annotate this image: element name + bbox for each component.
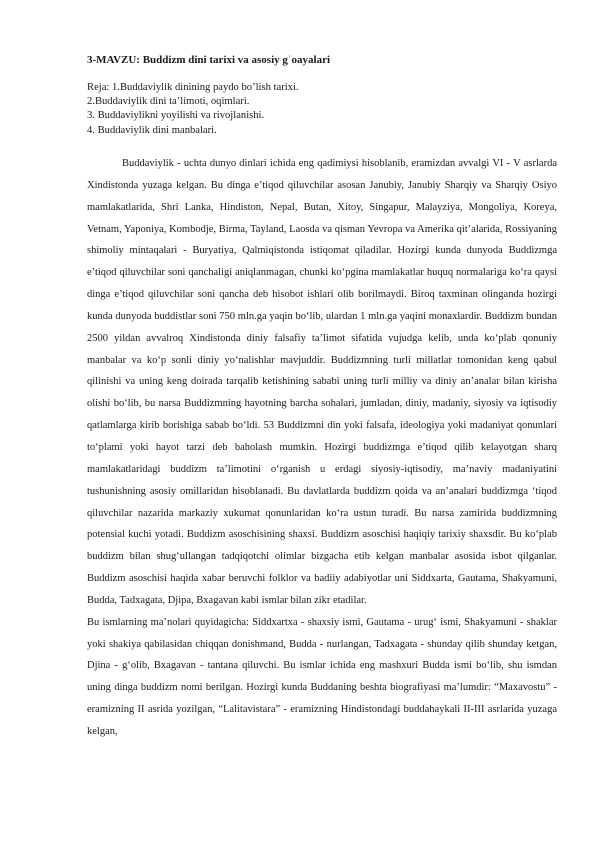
page-title: 3-MAVZU: Buddizm dini tarixi va asosiy gʾoayalari — [87, 54, 331, 66]
plan-item: Reja: 1.Buddaviylik dinining paydo bo’lish tarixi. — [87, 82, 299, 93]
document-body — [87, 153, 557, 743]
plan-item: 4. Buddaviylik dini manbalari. — [87, 124, 217, 136]
plan-item: 2.Buddaviylik dini ta’limoti, oqimlari. — [87, 96, 250, 108]
lesson-plan — [87, 81, 557, 138]
body-paragraph: Bu ismlarning ma’nolari quyidagicha: Siddxartxa - shaxsiy ismi, Gautama - urug‘ ismi, Shakyamuni - shaklar yoki shakiya qabilasidan chiqqan donishmand, Budda - nurlangan, Tadxagata - shunday qilib shunday ketgan, Djina - g‘olib, Bxagavan - tantana qiluvchi. Bu ismlar ichida eng mashxuri Budda ismi bo‘lib, shu ismdan uning dinga buddizm nomi berilgan. Hozirgi kunda Buddaning beshta biografiyasi ma’lumdir: “Maxavostu” - eramizning II asrida yozilgan, “Lalitavistara” - eramizning Hindistondagi buddahaykali II-III asrlarida yuzaga kelgan, — [87, 616, 557, 737]
body-paragraph: Buddaviylik - uchta dunyo dinlari ichida eng qadimiysi hisoblanib, eramizdan avvalgi VI - V asrlarda Xindistonda yuzaga kelgan. Bu dinga e’tiqod qiluvchilar asosan Janubiy, Janubiy Sharqiy va Sharqiy Osiyo mamlakatlarida, Shri Lanka, Hindiston, Nepal, Butan, Xitoy, Singapur, Malayziya, Mongoliya, Koreya, Vetnam, Yaponiya, Kombodje, Birma, Tayland, Laosda va qisman Yevropa va Amerika qit’alarida, Rossiyaning shimoliy mintaqalari - Buryatiya, Qalmiqistonda istiqomat qiladilar. Hozirgi kunda dunyoda Buddizmga e’tiqod qiluvchilar soni qanchaligi aniqlanmagan, chunki ko‘pgina mamlakatlar huquq normalariga ko‘ra qaysi dinga e’tiqod qiluvchilar soni qancha deb hisobot ishlari olib borilmaydi. Biroq taxminan olinganda hozirgi kunda dunyoda buddistlar soni 750 mln.ga yaqin bo‘lib, ulardan 1 mln.ga yaqini monaxlardir. Buddizm bundan 2500 yildan avvalroq Xindistonda diniy falsafiy ta’limot sifatida vujudga kelib, unda ko‘plab qonuniy manbalar va ko‘p sonli diniy yo‘nalishlar mavjuddir. Buddizmning turli millatlar tomonidan keng qabul qilinishi va uning keng doirada tarqalib ketishining sababi uning turli milliy va diniy an’analar bilan kirisha olishi bo‘lib, bu narsa Buddizmning hayotning barcha sohalari, jumladan, diniy, madaniy, siyosiy va iqtisodiy qatlamlarga kirib borishiga sabab bo‘ldi. 53 Buddizmni din yoki falsafa, ideologiya yoki madaniyat qonunlari to‘plami yoki hayot tarzi deb baholash mumkin. Hozirgi buddizmga e’tiqod qilib kelayotgan sharq mamlakatlaridagi buddizm ta’limotini o‘rganish u erdagi siyosiy-iqtisodiy, ma’naviy madaniyatini tushunishning asosiy omillaridan hisoblanadi. Bu davlatlarda buddizm qoida va an’analari buddizmga ‘tiqod qiluvchilar nazarida markaziy xukumat qonunlaridan ko‘ra ustun turadi. Bu narsa zamirida buddizmning potensial kuchi yotadi. Buddizm asoschisining shaxsi. Buddizm asoschisi haqiqiy tarixiy shaxsdir. Bu ko‘plab buddizm bilan shug‘ullangan tadqiqotchi olimlar bizgacha etib kelgan manbalar asosida isbot qilganlar. Buddizm asoschisi haqida xabar beruvchi folklor va badiiy adabiyotlar uni Siddxarta, Gautama, Shakyamuni, Budda, Tadxagata, Djipa, Bxagavan kabi ismlar bilan zikr etadilar. — [87, 158, 557, 606]
plan-item: 3. Buddaviylikni yoyilishi va rivojlanishi. — [87, 110, 265, 122]
